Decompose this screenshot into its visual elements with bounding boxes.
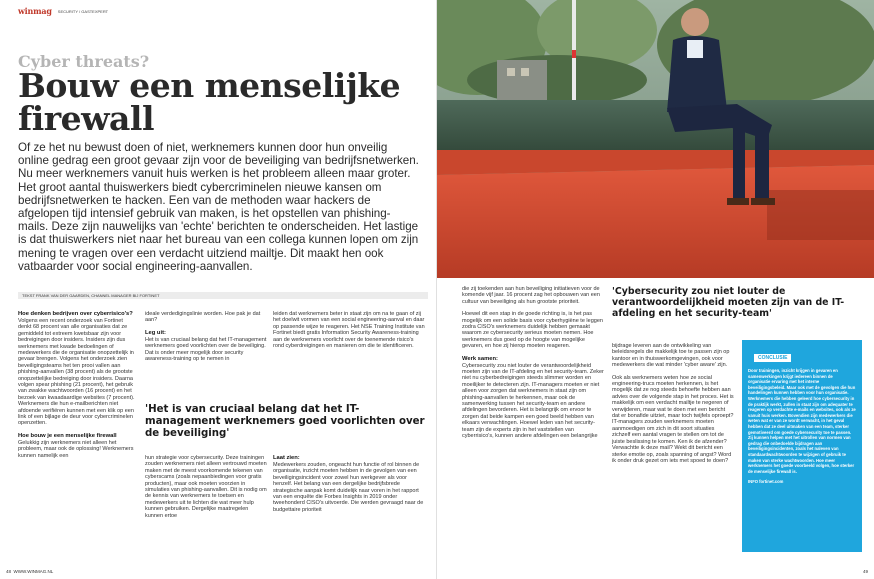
photo-illustration [437, 0, 874, 278]
paragraph: leiden dat werknemers beter in staat zijn om na te gaan of zij het doelwit vormen van een social engineering-aanval en daar op passende wijze te reageren. Het NSE Training Institute van Fortinet biedt gratis Information Security Awareness-training aan de werknemers voorlicht over de toenemende risico's rond cyberdreigingen en manieren om die te identificeren. [273, 311, 425, 350]
subheading: Leg uit: [145, 329, 166, 336]
column-5 [612, 343, 734, 470]
magazine-logo: winmag [18, 6, 52, 16]
column-2-bottom [145, 455, 267, 525]
paragraph: bijdrage leveren aan de ontwikkeling van beleidsregels die makkelijk toe te passen zijn op kantoor en in thuiswerkomgevingen, ook voor medewerkers die wat minder 'cyber aware' zijn. [612, 343, 730, 369]
info-link[interactable]: INFO fortinet.com [748, 479, 784, 485]
magazine-url: WWW.WINMAG.NL [13, 569, 54, 574]
pull-quote: 'Het is van cruciaal belang dat het IT-management werknemers goed voorlichten over de beveiliging' [145, 404, 425, 439]
right-page [437, 0, 874, 579]
conclusion-label: CONCLUSIE [754, 354, 791, 362]
paragraph: Medewerkers zouden, ongeacht hun functie of rol binnen de organisatie, inzicht moeten hebben in de gevolgen van een beveiligingsincident voor zowel hun werkgever als voor henzelf. Het belang van een dergelijke bedrijfsbrede strategische aanpak komt duidelijk naar voren in het rapport van een enquête die Forbes Insights in 2019 onder tweehonderd CISO's uitvoerde. Die werden gevraagd naar de budgettaire prioriteit [273, 461, 424, 513]
column-1 [18, 311, 136, 465]
conclusion-text: Door trainingen, inzicht krijgen in gevaren en samenwerkingen krijgt iedereen binnen de organisatie ervaring met het interne beveiligingsbeleid. Maar ook met de gevolgen die hun handelingen kunnen hebben voor hun organisatie. Werknemers die hebben geleerd hoe cybersecurity in de praktijk werkt, zullen in staat zijn om adequater te reageren op verdachte e-mails en websites, ook als ze vanuit huis werken. Bovendien zijn medewerkers die weten wat er van ze wordt verwacht, in het geval hebben dat ze deel uitmaken van een team, sterker gemotiveerd om goede cybersecurity toe te passen. Zij kunnen helpen met het uitrollen van normen van gedrag die onbedoelde bijdragen aan beveiligingsincidenten, zoals het naleven van standaardwachtwoorden te wijzigen of gebruik te maken van sterke wachtwoorden. Hoe meer werknemers het goede voorbeeld volgen, hoe sterker de menselijke firewall is. [748, 368, 856, 474]
subheading: Hoe bouw je een menselijke firewall [18, 432, 117, 439]
paragraph: Het is van cruciaal belang dat het IT-management werknemers goed voorlichten over de beveiliging. Dat is onder meer mogelijk door security awareness-training op te nemen in [145, 336, 267, 362]
subheading: Laat zien: [273, 455, 300, 461]
page-number: 48 [6, 569, 12, 574]
column-4 [462, 286, 604, 445]
paragraph: die zij toekenden aan hun beveiliging initiatieven voor de komende vijf jaar. 16 procent zag het opbouwen van een cultuur van beveiliging als hun grootste prioriteit. [462, 286, 600, 305]
conclusion-box [742, 340, 862, 552]
pull-quote: 'Cybersecurity zou niet louter de verantwoordelijkheid moeten zijn van de IT-afdeling en het security-team' [612, 286, 845, 319]
magazine-header [18, 6, 108, 16]
column-2-top [145, 311, 267, 368]
page-number-left [6, 569, 53, 574]
paragraph: Ook als werknemers weten hoe ze social engineering-trucs moeten herkennen, is het mogelijk dat ze nog steeds behoefte hebben aan advies over de volgende stap in het proces. Het is makkelijk om een verdacht mailtje te negeren of verwijderen, maar wat te doen met een bericht dat er bonafide uitziet, maar toch twijfels oproept? IT-managers zouden werknemers moeten aanmoedigen om zich in dit soort situaties zichzelf een aantal vragen te stellen om tot de juiste beslissing te komen. Ken ik de afzender? Verwachtte ik deze mail? Wekt dit bericht een sterke emotie op, zoals spanning of angst? Word ik onder druk gezet om iets met spoed te doen? [612, 374, 734, 464]
subheading: Werk samen: [462, 355, 498, 362]
paragraph: Cybersecurity zou niet louter de verantwoordelijkheid moeten zijn van de IT-afdeling en het security-team. Zeker niet nu cyberbedreigingen steeds slimmer worden en moeilijker te detecteren zijn. IT-managers moeten er niet alleen voor zorgen dat werknemers in staat zijn om phishing-aanvallen te herkennen, maar ook de samenwerking tussen het security-team en andere afdelingen bevorderen. Het is belangrijk om ervoor te zorgen dat beide kampen een goed beeld hebben van elkaars verwachtingen. Hoewel leden van het security-team zijn de experts zijn in het vaststellen van cyberrisico's, kunnen andere afdelingen een belangrijke [462, 362, 604, 440]
article-byline: TEKST FRANK VAN DER GAARDEN, CHANNEL MANAGER BIJ FORTINET [18, 292, 428, 299]
section-label: SECURITY / GASTEXPERT [57, 8, 109, 14]
paragraph: Hoewel dit een stap in de goede richting is, is het pas mogelijk om een solide basis voor cyberhygiëne te leggen zodra CISO's werknemers duidelijk hebben gemaakt waarom ze cybersecurity serieus moeten nemen. Hoe werknemers dus goed op de hoogte van mogelijke gevaren, en hoe zij hierop moeten reageren. [462, 311, 603, 350]
article-title: Bouw een menselijke firewall [18, 66, 401, 138]
page-number-right: 49 [862, 569, 868, 574]
paragraph: Gelukkig zijn werknemers niet alleen het probleem, maar ook de oplossing! Werknemers kunnen namelijk een [18, 439, 134, 459]
article-kicker: Cyber threats? [18, 52, 150, 71]
article-lead: Of ze het nu bewust doen of niet, werknemers kunnen door hun onveilig online gedrag een groot gevaar zijn voor de beveiliging van bedrijfsnetwerken. Nu meer werknemers vanuit huis werken is het probleem alleen maar groter. Het groot aantal thuiswerkers biedt cybercriminelen nieuwe kansen om bedrijfsnetwerken te hacken. Een van de methoden waar hackers de afgelopen tijd intensief gebruik van maken, is het opstellen van phishing-mails. Deze zijn nauwelijks van 'echte' berichten te onderscheiden. Het lastige is dat thuiswerkers niet naar het bureau van een collega kunnen lopen om zijn mening te vragen over een verdacht uitziend mailtje. Dit maakt hen ook vatbaarder voor social engineering-aanvallen. [18, 141, 419, 273]
article-photo [437, 0, 874, 278]
column-3-top [273, 311, 425, 355]
paragraph: ideale verdedigingslinie worden. Hoe pak je dat aan? [145, 311, 261, 324]
subheading: Hoe denken bedrijven over cyberrisico's? [18, 311, 133, 317]
paragraph: Volgens een recent onderzoek van Fortinet denkt 68 procent van alle organisaties dat ze gemiddeld tot extreem kwetsbaar zijn voor bedreigingen door insiders. Insiders zijn dus werknemers met kwade bedoelingen of medewerkers die de organisatie onopzettelijk in gevaar brengen. Volgens het onderzoek zien beveiligingsteams het ten prooi vallen aan phishing-aanvallen (38 procent) als de grootste onopzettelijke bedreiging door insiders. Daarna volgen spear phishing (21 procent), het gebruik van zwakke wachtwoorden (16 procent) en het bezoek van kwaadaardige websites (7 procent). Werknemers die hun e-mailberichten niet afdoende verifiëren kunnen met een klik op een link of een bijlage de deur voor cybercriminelen openzetten. [18, 317, 135, 427]
paragraph: hun strategie voor cybersecurity. Deze trainingen zouden werknemers niet alleen vertrouwd moeten maken met de meest voorkomende tekenen van cyberscams (zoals nepaanbiedingen voor gratis producten), maar ook moeten voorzien in simulaties van phishing-aanvallen. Dit is nodig om de kennis van werknemers te toetsen en medewerkers uit te lichten die wat meer hulp kunnen gebruiken. Dergelijke maatregelen kunnen ertoe [145, 455, 267, 519]
column-3-bottom [273, 455, 425, 519]
